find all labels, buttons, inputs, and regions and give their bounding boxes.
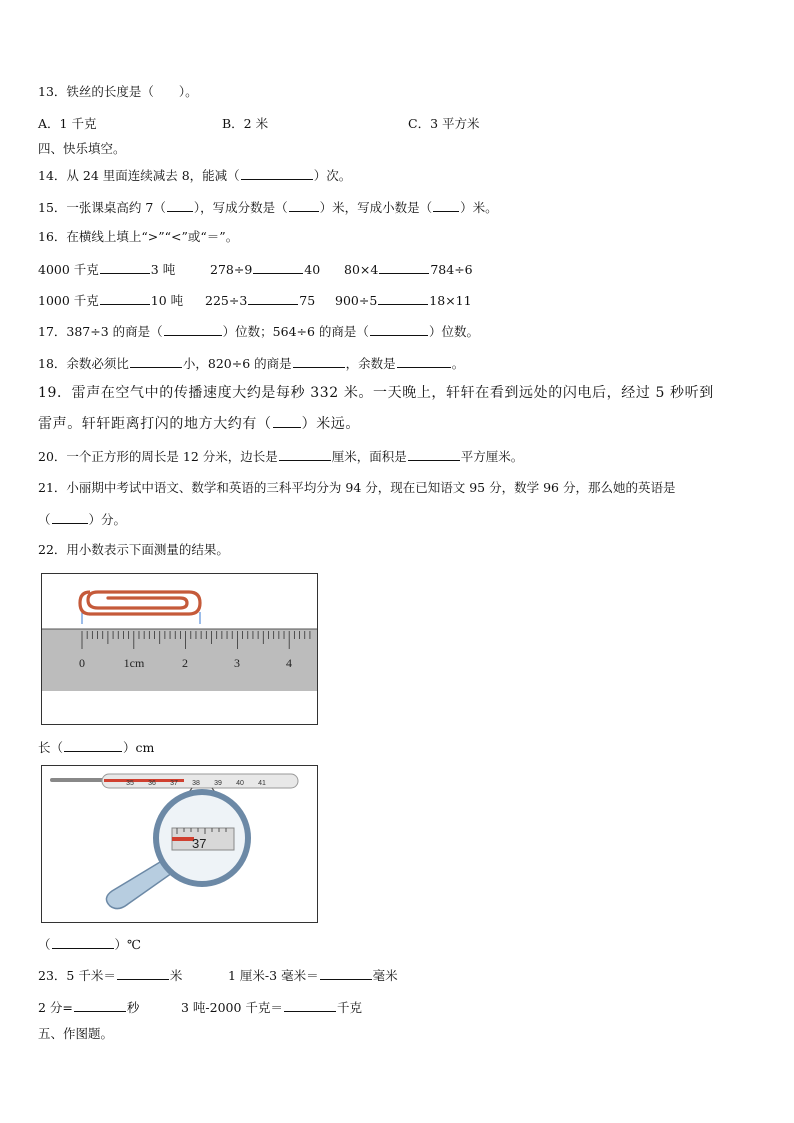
q16-row-1: 4000 千克 3 吨 278÷9 40 80×4 784÷6 xyxy=(38,262,473,277)
thermometer-scale-label: 39 xyxy=(214,780,222,787)
q16-blank[interactable] xyxy=(100,292,150,305)
q16-stem: 16．在横线上填上“>”“<”或“＝”。 xyxy=(38,229,239,244)
q22-stem: 22．用小数表示下面测量的结果。 xyxy=(38,542,229,557)
ruler-label: 3 xyxy=(234,656,240,670)
q15: 15．一张课桌高约 7（ ），写成分数是（ ）米，写成小数是（ ）米。 xyxy=(38,200,498,215)
ruler-figure xyxy=(41,573,318,725)
q21-line-2: （ ）分。 xyxy=(38,512,127,527)
thermometer-scale-label: 41 xyxy=(258,780,266,787)
q20-blank-1[interactable] xyxy=(279,448,331,461)
thermometer-illustration xyxy=(42,766,317,922)
magnified-reading: 37 xyxy=(192,836,207,851)
q16-blank[interactable] xyxy=(100,261,150,274)
q18-blank-1[interactable] xyxy=(130,355,182,368)
q20: 20．一个正方形的周长是 12 分米，边长是 厘米，面积是 平方厘米。 xyxy=(38,449,524,464)
q13-stem: 13．铁丝的长度是（ ）。 xyxy=(38,84,198,99)
ruler-label: 2 xyxy=(182,656,188,670)
q18-blank-3[interactable] xyxy=(397,355,451,368)
q16-blank[interactable] xyxy=(378,292,428,305)
q23-blank[interactable] xyxy=(117,967,169,980)
q17-blank-2[interactable] xyxy=(370,323,428,336)
thermometer-bulb-stem xyxy=(50,778,106,782)
q23-row-1: 23．5 千米＝ 米 1 厘米-3 毫米＝ 毫米 xyxy=(38,968,398,983)
q14: 14．从 24 里面连续减去 8，能减（ ）次。 xyxy=(38,168,352,183)
q13-option-b: B．2 米 xyxy=(222,116,269,131)
q19-line-1: 19．雷声在空气中的传播速度大约是每秒 332 米。一天晚上，轩轩在看到远处的闪电后，经过 5 秒听到 xyxy=(38,385,714,401)
ruler-label: 1cm xyxy=(123,656,145,670)
thermometer-scale-label: 37 xyxy=(170,780,178,787)
q21-line-1: 21．小丽期中考试中语文、数学和英语的三科平均分为 94 分，现在已知语文 95 分，数学 96 分，那么她的英语是 xyxy=(38,480,676,495)
q18-blank-2[interactable] xyxy=(293,355,345,368)
thermometer-scale-label: 40 xyxy=(236,780,244,787)
q23-blank[interactable] xyxy=(284,999,336,1012)
thermometer-figure xyxy=(41,765,318,923)
q16-blank[interactable] xyxy=(379,261,429,274)
thermometer-scale-label: 36 xyxy=(148,780,156,787)
q15-blank-decimal[interactable] xyxy=(433,199,459,212)
q21-blank[interactable] xyxy=(52,511,88,524)
thermometer-scale-label: 38 xyxy=(192,780,200,787)
q17: 17．387÷3 的商是（ ）位数；564÷6 的商是（ ）位数。 xyxy=(38,324,479,339)
q20-blank-2[interactable] xyxy=(408,448,460,461)
ruler-label: 0 xyxy=(79,656,85,670)
q15-blank-fraction[interactable] xyxy=(289,199,319,212)
q16-row-2: 1000 千克 10 吨 225÷3 75 900÷5 18×11 xyxy=(38,293,472,308)
ruler-illustration xyxy=(42,574,317,724)
q17-blank-1[interactable] xyxy=(164,323,222,336)
q13-option-c: C．3 平方米 xyxy=(408,116,480,131)
magnifier xyxy=(106,792,248,909)
q16-blank[interactable] xyxy=(253,261,303,274)
q22-answer-2: （ ）℃ xyxy=(38,937,141,952)
ruler-label: 4 xyxy=(286,656,292,670)
q14-blank[interactable] xyxy=(241,167,313,180)
section-4-heading: 四、快乐填空。 xyxy=(38,141,126,156)
q16-blank[interactable] xyxy=(248,292,298,305)
q22-answer-1: 长（ ）cm xyxy=(38,740,155,755)
q15-blank-unit[interactable] xyxy=(167,199,193,212)
q23-row-2: 2 分= 秒 3 吨-2000 千克＝ 千克 xyxy=(38,1000,362,1015)
q22-length-blank[interactable] xyxy=(64,739,122,752)
q23-blank[interactable] xyxy=(74,999,126,1012)
q22-temperature-blank[interactable] xyxy=(52,936,114,949)
q19-line-2: 雷声。轩轩距离打闪的地方大约有（ ）米远。 xyxy=(38,416,361,432)
q18: 18．余数必须比 小，820÷6 的商是 ，余数是 。 xyxy=(38,356,465,371)
thermometer-scale-label: 35 xyxy=(126,780,134,787)
q13-option-a: A．1 千克 xyxy=(38,116,97,131)
q23-blank[interactable] xyxy=(320,967,372,980)
section-5-heading: 五、作图题。 xyxy=(38,1026,114,1041)
q19-blank[interactable] xyxy=(273,415,301,428)
